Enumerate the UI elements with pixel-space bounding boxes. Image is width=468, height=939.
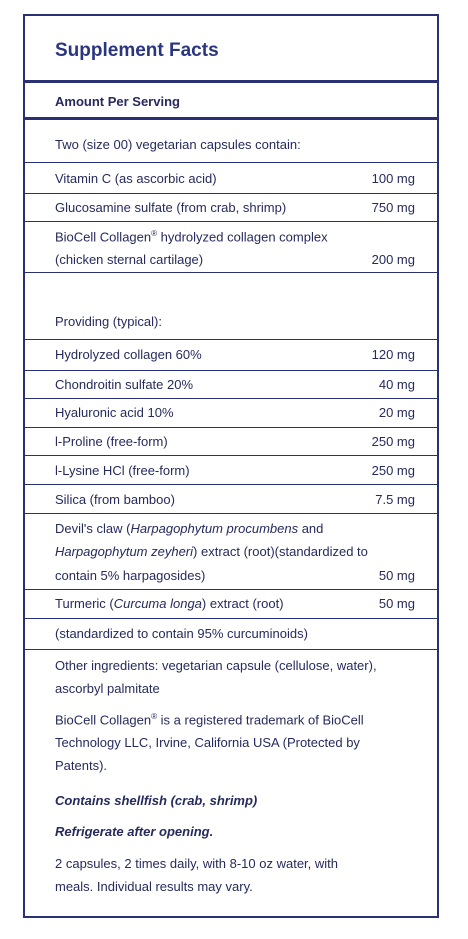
text: and — [298, 521, 324, 536]
devils-claw-line-3: contain 5% harpagosides) — [55, 568, 206, 583]
allergen-warning: Contains shellfish (crab, shrimp) — [55, 793, 258, 808]
ingredient-name: l-Lysine HCl (free-form) — [55, 463, 190, 478]
text: ) extract (root)(standardized to — [193, 544, 368, 559]
row-divider — [25, 162, 437, 163]
amount-per-serving-label: Amount Per Serving — [55, 94, 180, 109]
ingredient-name: Hydrolyzed collagen 60% — [55, 347, 202, 362]
ingredient-amount: 250 mg — [371, 463, 415, 478]
supplement-facts-panel — [23, 14, 439, 918]
ingredient-amount: 50 mg — [378, 568, 415, 583]
directions-line-2: meals. Individual results may vary. — [55, 879, 253, 894]
ingredient-amount: 7.5 mg — [375, 492, 415, 507]
trademark-line-1 — [55, 712, 364, 727]
other-ingredients-line-2: ascorbyl palmitate — [55, 681, 160, 696]
row-divider — [25, 370, 437, 371]
devils-claw-line-2 — [55, 544, 368, 559]
biocell-line-2: (chicken sternal cartilage) — [55, 252, 204, 267]
ingredient-amount: 250 mg — [371, 434, 415, 449]
row-divider — [25, 618, 437, 619]
title-divider — [25, 80, 437, 83]
species-name: Harpagophytum zeyheri — [55, 544, 194, 559]
row-divider — [25, 272, 437, 273]
trademark-line-3: Patents). — [55, 758, 108, 773]
other-ingredients-line-1: Other ingredients: vegetarian capsule (cellulose, water), — [55, 658, 377, 673]
row-divider — [25, 398, 437, 399]
ingredient-amount: 100 mg — [371, 171, 415, 186]
devils-claw-line-1 — [55, 521, 323, 536]
ingredient-amount: 20 mg — [378, 405, 415, 420]
ingredient-amount: 200 mg — [371, 252, 415, 267]
row-divider — [25, 589, 437, 590]
row-divider — [25, 193, 437, 194]
ingredient-name: l-Proline (free-form) — [55, 434, 168, 449]
text: BioCell Collagen — [55, 712, 152, 728]
ingredient-amount: 750 mg — [371, 200, 415, 215]
storage-instruction: Refrigerate after opening. — [55, 824, 214, 839]
text: ) extract (root) — [201, 596, 284, 611]
text: Devil's claw ( — [55, 521, 131, 536]
directions-line-1: 2 capsules, 2 times daily, with 8-10 oz water, with — [55, 856, 338, 871]
biocell-rest: hydrolyzed collagen complex — [157, 229, 328, 245]
header-divider — [25, 117, 437, 120]
row-divider — [25, 455, 437, 456]
ingredient-amount: 120 mg — [371, 347, 415, 362]
trademark-line-2: Technology LLC, Irvine, California USA (Protected by — [55, 735, 360, 750]
providing-label: Providing (typical): — [55, 314, 162, 329]
ingredient-name: Silica (from bamboo) — [55, 492, 175, 507]
row-divider — [25, 649, 437, 650]
registered-mark: ® — [151, 229, 158, 238]
row-divider — [25, 221, 437, 222]
text: Turmeric ( — [55, 596, 114, 611]
ingredient-name: Vitamin C (as ascorbic acid) — [55, 171, 217, 186]
biocell-line-1 — [55, 229, 328, 244]
panel-title: Supplement Facts — [55, 40, 219, 61]
biocell-name: BioCell Collagen — [55, 229, 152, 245]
row-divider — [25, 339, 437, 340]
turmeric-line — [55, 596, 284, 611]
ingredient-name: Glucosamine sulfate (from crab, shrimp) — [55, 200, 287, 215]
ingredient-name: Hyaluronic acid 10% — [55, 405, 174, 420]
ingredient-amount: 40 mg — [378, 377, 415, 392]
species-name: Curcuma longa — [113, 596, 202, 611]
row-divider — [25, 427, 437, 428]
text: is a registered trademark of BioCell — [157, 712, 364, 728]
species-name: Harpagophytum procumbens — [130, 521, 299, 536]
ingredient-amount: 50 mg — [378, 596, 415, 611]
ingredient-name: Chondroitin sulfate 20% — [55, 377, 194, 392]
standardization-note: (standardized to contain 95% curcuminoids) — [55, 626, 308, 641]
row-divider — [25, 513, 437, 514]
registered-mark: ® — [151, 712, 158, 721]
serving-intro: Two (size 00) vegetarian capsules contain: — [55, 137, 301, 152]
row-divider — [25, 484, 437, 485]
